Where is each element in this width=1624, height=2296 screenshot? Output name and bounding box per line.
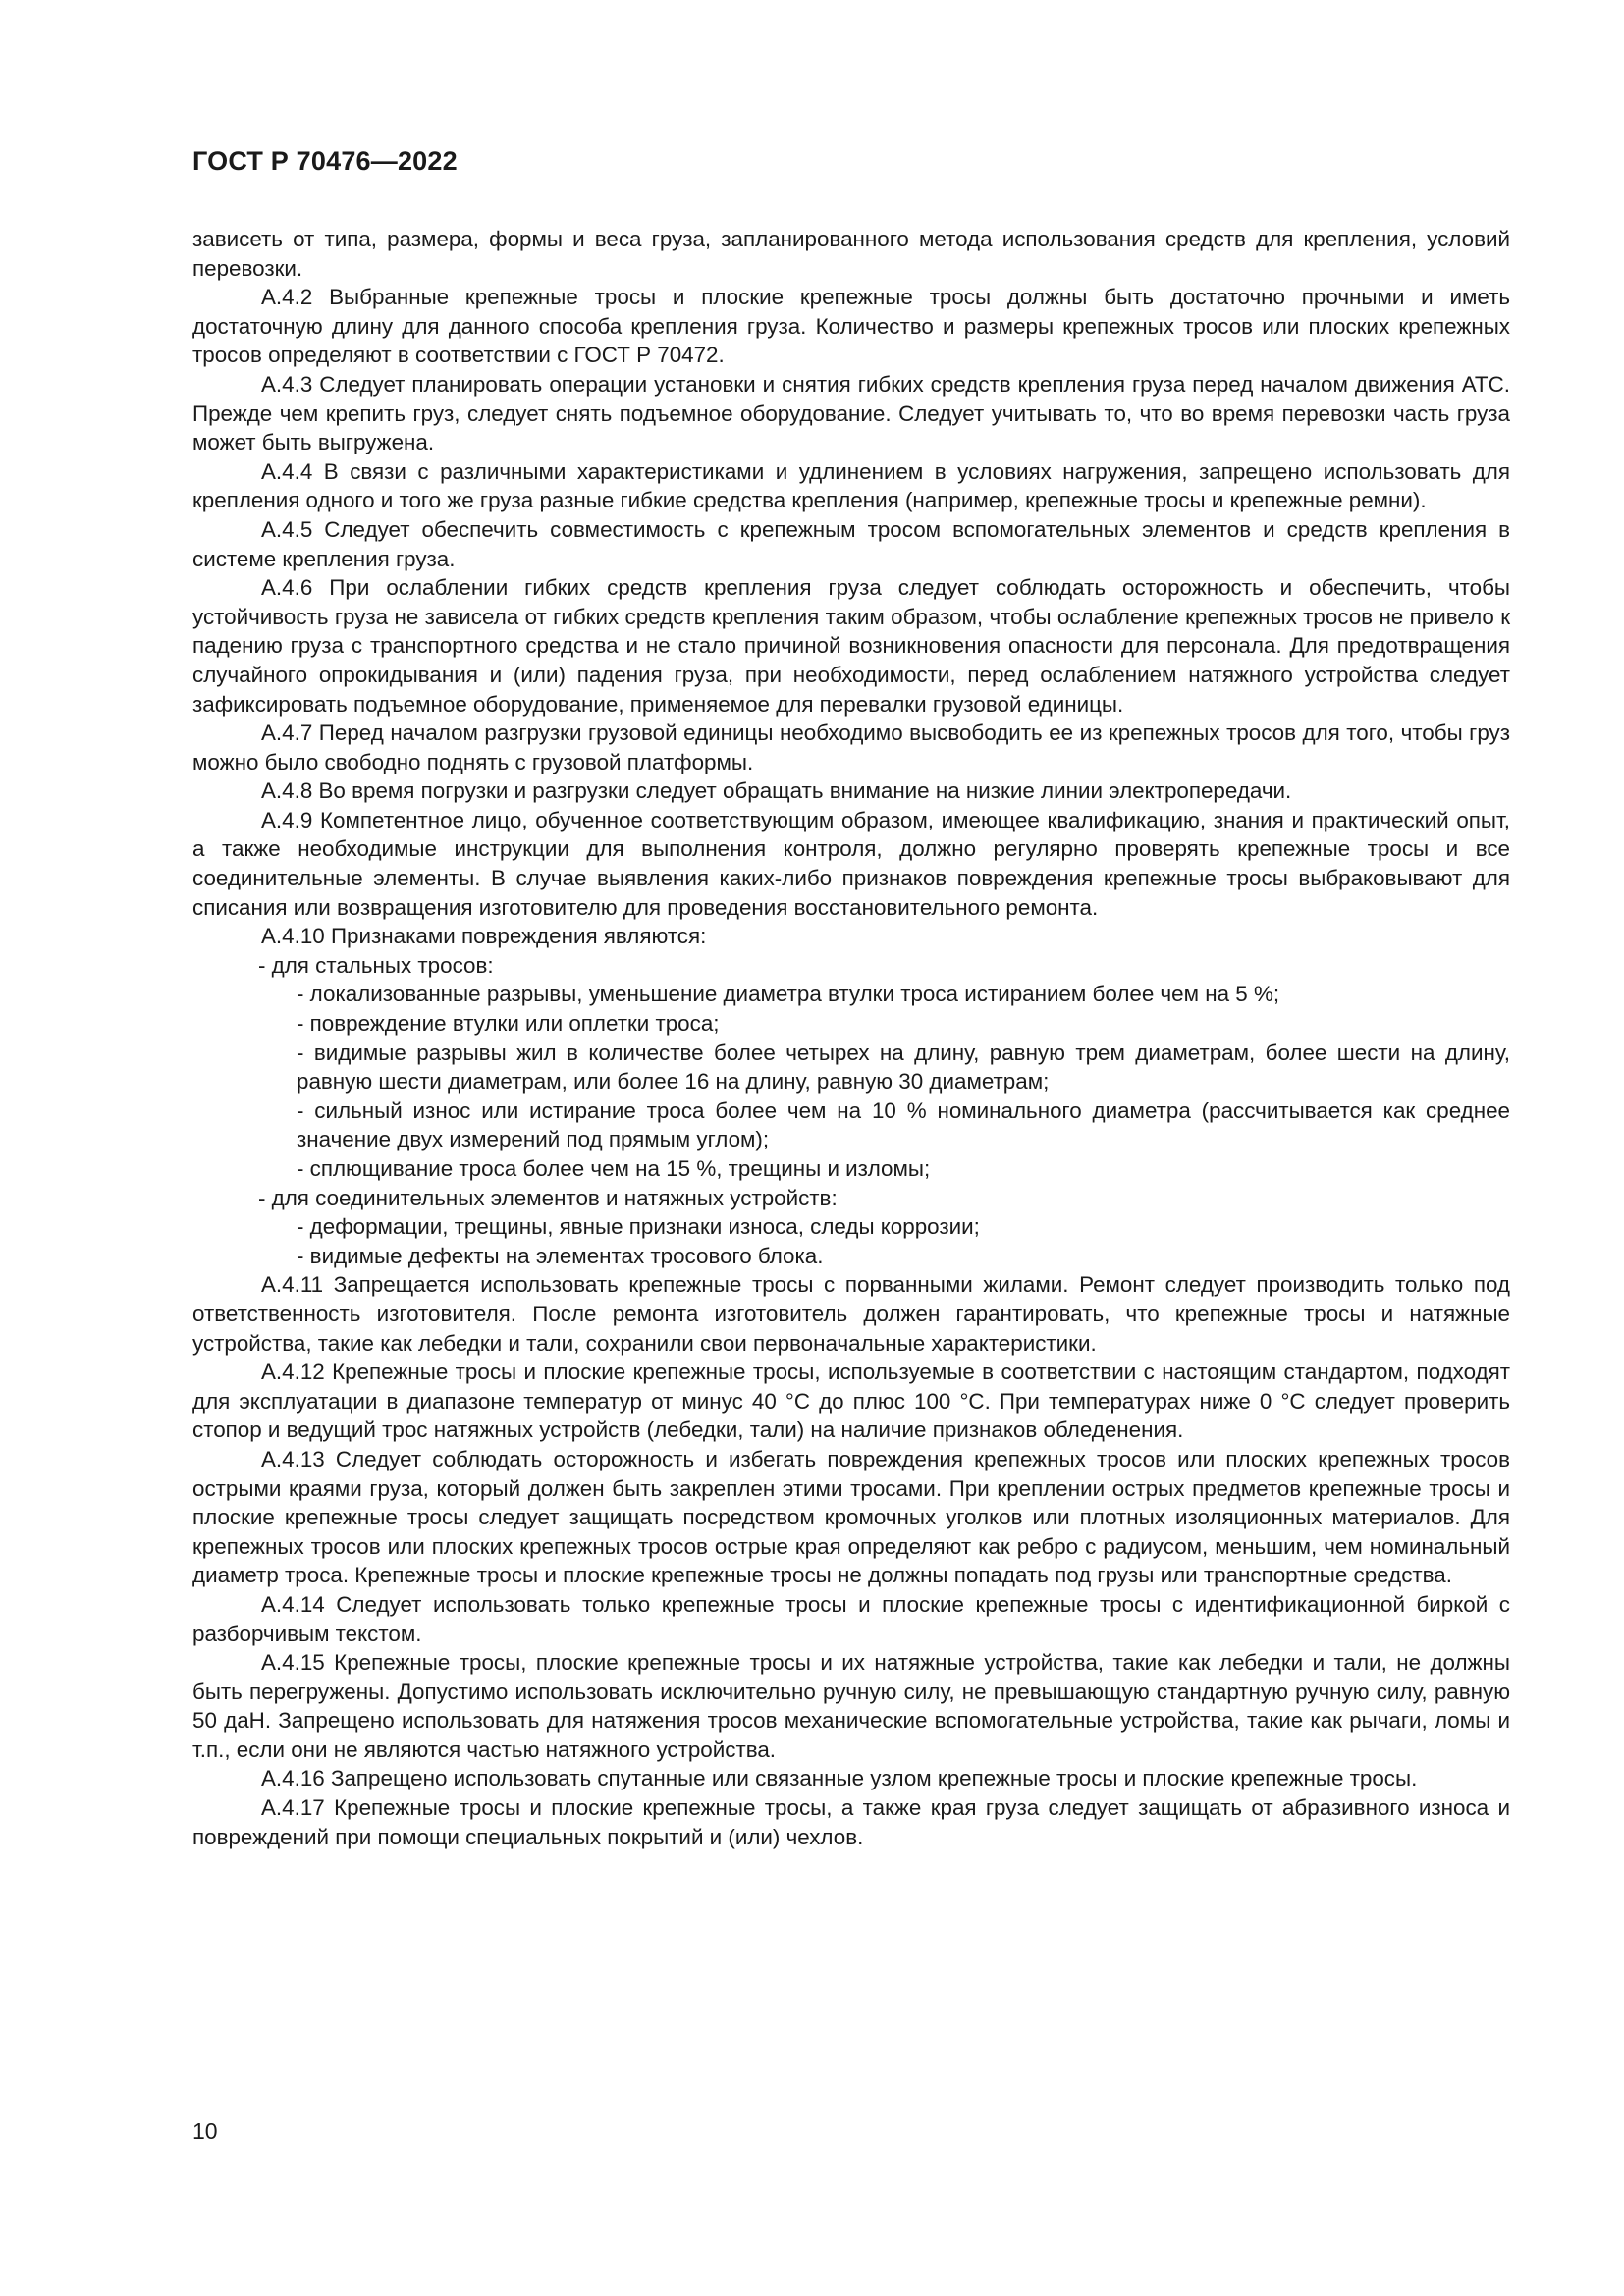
paragraph: А.4.11 Запрещается использовать крепежные тросы с порванными жилами. Ремонт следует производить только под ответственность изготовителя. После ремонта изготовитель должен гарантировать, что крепежные тросы и натяжные устройства, такие как лебедки и тали, сохранили свои первоначальные характеристики. — [192, 1272, 1510, 1356]
paragraph: А.4.9 Компетентное лицо, обученное соответствующим образом, имеющее квалификацию, знания и практический опыт, а также необходимые инструкции для выполнения контроля, должно регулярно проверять крепежные тросы и все соединительные элементы. В случае выявления каких-либо признаков повреждения крепежные тросы выбраковывают для списания или возвращения изготовителю для проведения восстановительного ремонта. — [192, 807, 1510, 920]
paragraph: А.4.10 Признаками повреждения являются: — [261, 924, 707, 949]
paragraph: А.4.5 Следует обеспечить совместимость с крепежным тросом вспомогательных элементов и средств крепления в системе крепления груза. — [192, 516, 1510, 571]
paragraph: А.4.17 Крепежные тросы и плоские крепежные тросы, а также края груза следует защищать от абразивного износа и повреждений при помощи специальных покрытий и (или) чехлов. — [192, 1795, 1510, 1849]
paragraph: А.4.8 Во время погрузки и разгрузки следует обращать внимание на низкие линии электропередачи. — [261, 778, 1292, 804]
list-item: - видимые дефекты на элементах тросового блока. — [297, 1243, 824, 1268]
list-item: - сплющивание троса более чем на 15 %, трещины и изломы; — [297, 1156, 931, 1181]
list-item: - деформации, трещины, явные признаки износа, следы коррозии; — [297, 1214, 980, 1240]
list-item: - для соединительных элементов и натяжных устройств: — [258, 1185, 838, 1210]
list-item: - повреждение втулки или оплетки троса; — [297, 1011, 720, 1037]
list-item: - сильный износ или истирание троса более чем на 10 % номинального диаметра (рассчитывается как среднее значение двух измерений под прямым углом); — [297, 1097, 1510, 1152]
paragraph: А.4.6 При ослаблении гибких средств крепления груза следует соблюдать осторожность и обеспечить, чтобы устойчивость груза не зависела от гибких средств крепления таким образом, чтобы ослабление крепежных тросов не привело к падению груза с транспортного средства и не стало причиной возникновения опасности для персонала. Для предотвращения случайного опрокидывания и (или) падения груза, при необходимости, перед ослаблением натяжного устройства следует зафиксировать подъемное оборудование, применяемое для перевалки грузовой единицы. — [192, 575, 1510, 717]
paragraph: А.4.16 Запрещено использовать спутанные или связанные узлом крепежные тросы и плоские крепежные тросы. — [261, 1766, 1418, 1791]
paragraph: А.4.12 Крепежные тросы и плоские крепежные тросы, используемые в соответствии с настоящим стандартом, подходят для эксплуатации в диапазоне температур от минус 40 °С до плюс 100 °С. При температурах ниже 0 °С следует проверить стопор и ведущий трос натяжных устройств (лебедки, тали) на наличие признаков обледенения. — [192, 1360, 1510, 1443]
paragraph: А.4.3 Следует планировать операции установки и снятия гибких средств крепления груза перед началом движения АТС. Прежде чем крепить груз, следует снять подъемное оборудование. Следует учитывать то, что во время перевозки часть груза может быть выгружена. — [192, 371, 1510, 455]
list-item: - видимые разрывы жил в количестве более четырех на длину, равную трем диаметрам, более шести на длину, равную шести диаметрам, или более 16 на длину, равную 30 диаметрам; — [297, 1040, 1510, 1095]
list-item: - для стальных тросов: — [258, 952, 494, 978]
paragraph: А.4.14 Следует использовать только крепежные тросы и плоские крепежные тросы с идентификационной биркой с разборчивым текстом. — [192, 1591, 1510, 1646]
paragraph: А.4.15 Крепежные тросы, плоские крепежные тросы и их натяжные устройства, такие как лебедки и тали, не должны быть перегружены. Допустимо использовать исключительно ручную силу, не превышающую стандартную ручную силу, равную 50 даН. Запрещено использовать для натяжения тросов механические вспомогательные устройства, такие как рычаги, ломы и т.п., если они не являются частью натяжного устройства. — [192, 1650, 1510, 1762]
paragraph: А.4.7 Перед началом разгрузки грузовой единицы необходимо высвободить ее из крепежных тросов для того, чтобы груз можно было свободно поднять с грузовой платформы. — [192, 721, 1510, 774]
standard-header: ГОСТ Р 70476—2022 — [192, 146, 458, 176]
paragraph: А.4.13 Следует соблюдать осторожность и избегать повреждения крепежных тросов или плоских крепежных тросов острыми краями груза, который должен быть закреплен этими тросами. При креплении острых предметов крепежные тросы и плоские крепежные тросы следует защищать посредством кромочных уголков или плотных изоляционных материалов. Для крепежных тросов или плоских крепежных тросов острые края определяют как ребро с радиусом, меньшим, чем номинальный диаметр троса. Крепежные тросы и плоские крепежные тросы не должны попадать под грузы или транспортные средства. — [192, 1446, 1510, 1588]
document-body — [192, 225, 1510, 1851]
paragraph: А.4.4 В связи с различными характеристиками и удлинением в условиях нагружения, запрещено использовать для крепления одного и того же груза разные гибкие средства крепления (например, крепежные тросы и крепежные ремни). — [192, 458, 1510, 513]
list-item: - локализованные разрывы, уменьшение диаметра втулки троса истиранием более чем на 5 %; — [297, 982, 1280, 1007]
page-number: 10 — [192, 2118, 218, 2144]
paragraph: зависеть от типа, размера, формы и веса груза, запланированного метода использования средств для крепления, условий перевозки. — [192, 227, 1510, 281]
paragraph: А.4.2 Выбранные крепежные тросы и плоские крепежные тросы должны быть достаточно прочными и иметь достаточную длину для данного способа крепления груза. Количество и размеры крепежных тросов или плоских крепежных тросов определяют в соответствии с ГОСТ Р 70472. — [192, 285, 1510, 368]
